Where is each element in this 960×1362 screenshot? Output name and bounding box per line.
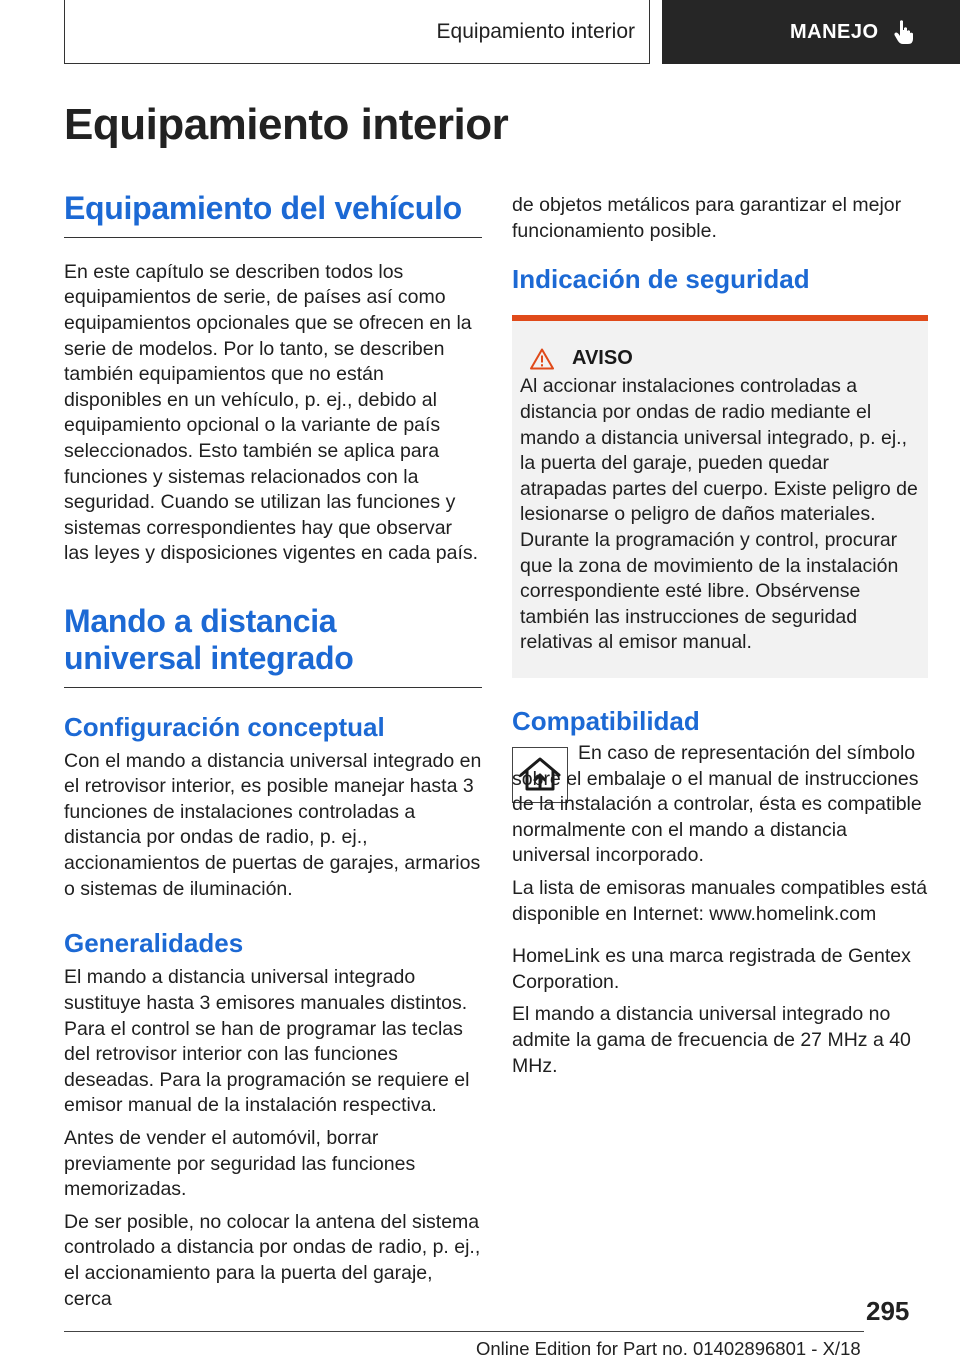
header-chapter-label: MANEJO <box>790 20 879 43</box>
header-chapter-tab <box>662 0 960 64</box>
paragraph-continued: de objetos metálicos para garantizar el mejor funcionamiento posible. <box>512 194 902 242</box>
left-column <box>64 190 482 1312</box>
header-section-label: Equipamiento interior <box>436 19 635 43</box>
heading-concept: Configuración conceptual <box>64 711 385 742</box>
warning-text: Al accionar instalaciones controladas a distancia por ondas de radio mediante el mando a distancia universal integrado, p. ej., la puerta del garaje, pueden quedar atrapadas partes del cuerpo. Existe peligro de lesionarse o peligro de daños materiales. Durante la programación y control, procurar que la zona de movimiento de la instalación correspondiente esté libre. Obsérvense también las instrucciones de seguridad relativas al emisor manual. <box>520 375 918 654</box>
paragraph-vehicle: En este capítulo se describen todos los equipamientos de serie, de países así como equipamientos opcionales que se ofrecen en la serie de modelos. Por lo tanto, se describen también equipamientos que no están disponibles en un vehículo, p. ej., debido al equipamiento opcional o la variante de país seleccionados. Esto también se aplica para funciones y sistemas relacionados con la seguridad. Cuando se utilizan las funciones y sistemas correspondientes hay que observar las leyes y disposiciones vigentes en cada país. <box>64 260 479 565</box>
heading-vehicle-equipment: Equipamiento del vehículo <box>64 190 482 238</box>
paragraph-general-2: Antes de vender el automóvil, borrar previamente por seguridad las funciones memorizadas. <box>64 1127 416 1201</box>
paragraph-general-3: De ser posible, no colocar la antena del sistema controlado a distancia por ondas de radio, p. ej., el accionamiento para la puerta del garaje, cerca <box>64 1210 481 1310</box>
footer-edition: Online Edition for Part no. 01402896801 - X/18 <box>476 1338 861 1359</box>
paragraph-compat-2: La lista de emisoras manuales compatibles está disponible en Internet: www.homelink.com <box>512 877 928 925</box>
hand-pointer-icon <box>893 19 915 45</box>
paragraph-compat-3: HomeLink es una marca registrada de Gentex Corporation. <box>512 945 911 993</box>
warning-title: AVISO <box>572 347 633 370</box>
heading-general: Generalidades <box>64 928 244 959</box>
paragraph-concept: Con el mando a distancia universal integrado en el retrovisor interior, es posible manejar hasta 3 funciones de instalaciones controladas a distancia por ondas de radio, p. ej., accionamientos de puertas de garajes, armarios o sistemas de iluminación. <box>64 749 482 900</box>
heading-compatibility: Compatibilidad <box>512 705 700 736</box>
paragraph-compat-4: El mando a distancia universal integrado no admite la gama de frecuencia de 27 MHz a 40 MHz. <box>512 1003 911 1077</box>
heading-safety: Indicación de seguridad <box>512 264 810 295</box>
paragraph-general-1: El mando a distancia universal integrado sustituye hasta 3 emisores manuales distintos. Para el control se han de programar las teclas del retrovisor interior con las funciones deseadas. Para la programación se requiere el emisor manual de la instalación respectiva. <box>64 966 470 1117</box>
heading-universal-remote: Mando a distancia universal integrado <box>64 603 482 688</box>
page-number: 295 <box>866 1296 910 1326</box>
warning-triangle-icon <box>530 348 554 370</box>
page-title: Equipamiento interior <box>64 100 509 149</box>
warning-box <box>512 315 928 678</box>
warning-title-row <box>520 347 920 370</box>
footer-divider <box>64 1331 864 1332</box>
header-section-tab <box>64 0 650 64</box>
right-column <box>512 190 928 1079</box>
paragraph-compat-1: En caso de representación del símbolo sobre el embalaje o el manual de instrucciones de la instalación a controlar, ésta es compatible normalmente con el mando a distancia universal incorporado. <box>512 742 922 867</box>
